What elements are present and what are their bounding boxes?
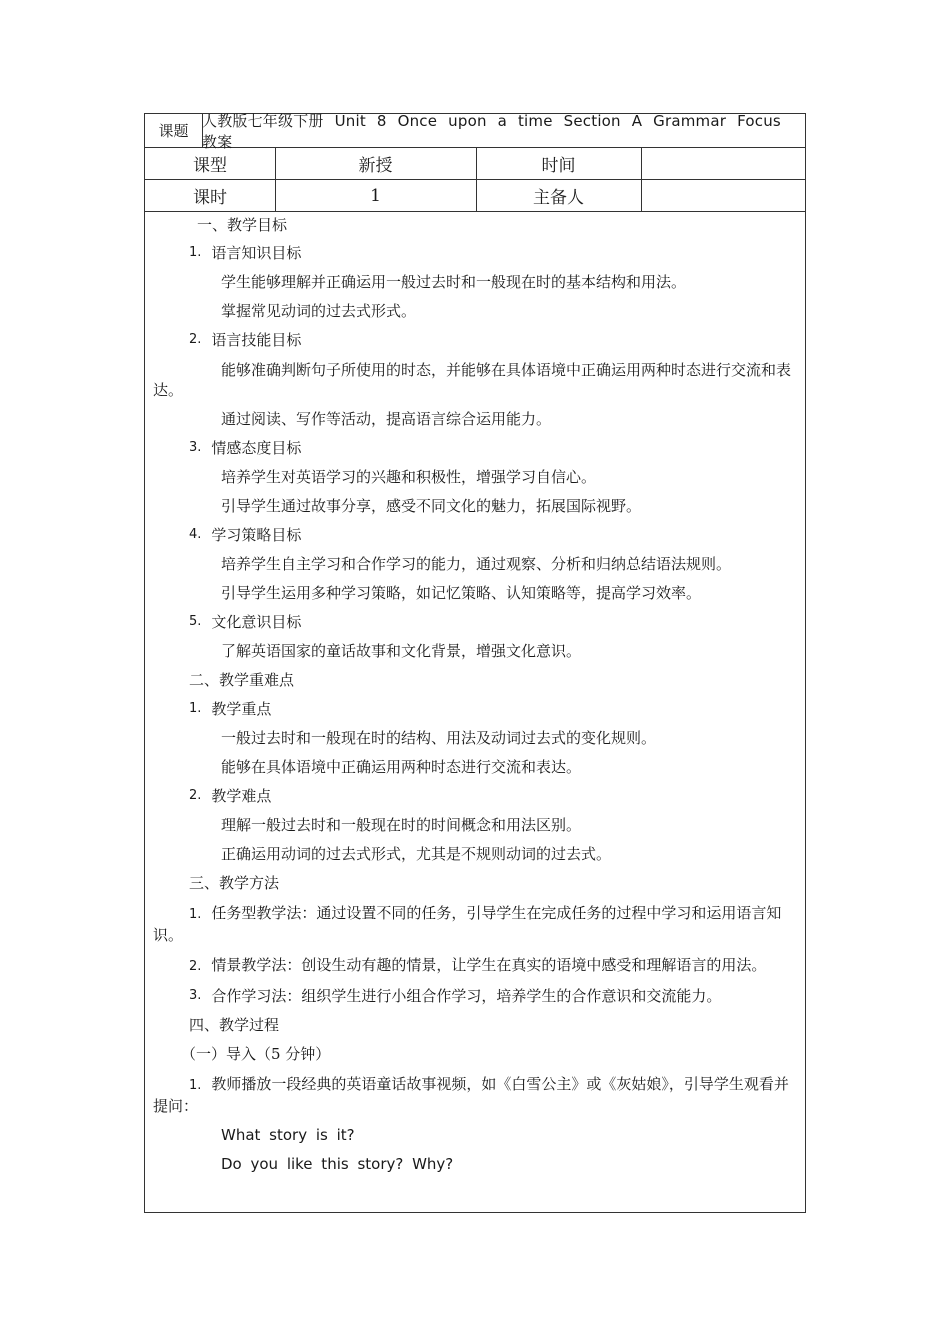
- period-label: 课时: [193, 188, 227, 208]
- topic-label: 课题: [158, 122, 189, 140]
- paragraph: 学生能够理解并正确运用一般过去时和一般现在时的基本结构和用法。: [221, 272, 687, 291]
- section-heading: 二、教学重难点: [189, 670, 295, 689]
- subsection-heading: 5. 文化意识目标: [189, 612, 302, 631]
- paragraph: 理解一般过去时和一般现在时的时间概念和用法区别。: [221, 815, 582, 834]
- paragraph: 了解英语国家的童话故事和文化背景，增强文化意识。: [221, 641, 582, 660]
- subsection-heading: 2. 教学难点: [189, 786, 272, 805]
- subsection-heading: 1. 教学重点: [189, 699, 272, 718]
- paragraph: 2. 情景教学法：创设生动有趣的情景，让学生在真实的语境中感受和理解语言的用法。: [189, 956, 767, 974]
- lesson-content: [153, 212, 797, 1178]
- period-row: [145, 180, 805, 212]
- lesson-plan-table: [144, 113, 806, 1213]
- section-heading: 三、教学方法: [189, 873, 280, 892]
- type-value: 新授: [358, 156, 393, 176]
- preparer-value: [641, 180, 805, 211]
- paragraph: 能够在具体语境中正确运用两种时态进行交流和表达。: [221, 757, 582, 776]
- paragraph: 通过阅读、写作等活动，提高语言综合运用能力。: [221, 409, 552, 428]
- paragraph: 3. 合作学习法：组织学生进行小组合作学习，培养学生的合作意识和交流能力。: [189, 986, 722, 1005]
- paragraph: 培养学生对英语学习的兴趣和积极性，增强学习自信心。: [221, 467, 597, 486]
- question-line: Do you like this story? Why?: [221, 1154, 454, 1173]
- paragraph: 引导学生通过故事分享，感受不同文化的魅力，拓展国际视野。: [221, 496, 642, 515]
- topic-row: [145, 111, 805, 151]
- paragraph: 一般过去时和一般现在时的结构、用法及动词过去式的变化规则。: [221, 728, 657, 747]
- question-line: What story is it?: [221, 1125, 355, 1144]
- paragraph: 1. 任务型教学法：通过设置不同的任务，引导学生在完成任务的过程中学习和运用语言知识。: [153, 904, 782, 944]
- paragraph: 掌握常见动词的过去式形式。: [221, 301, 417, 320]
- type-label: 课型: [193, 156, 227, 176]
- paragraph: 引导学生运用多种学习策略，如记忆策略、认知策略等，提高学习效率。: [221, 583, 702, 602]
- subsection-heading: 4. 学习策略目标: [189, 525, 302, 544]
- paragraph: 能够准确判断句子所使用的时态，并能够在具体语境中正确运用两种时态进行交流和表达。: [153, 361, 792, 399]
- time-label: 时间: [541, 156, 576, 176]
- topic-value: 人教版七年级下册 Unit 8 Once upon a time Section A Grammar Focus 教案: [202, 111, 781, 151]
- type-row: [145, 148, 805, 180]
- subsection-heading: （一）导入（5 分钟）: [181, 1044, 331, 1063]
- subsection-heading: 2. 语言技能目标: [189, 330, 302, 349]
- preparer-label: 主备人: [533, 188, 584, 208]
- paragraph: 1. 教师播放一段经典的英语童话故事视频，如《白雪公主》或《灰姑娘》，引导学生观看并提问：: [153, 1075, 789, 1115]
- subsection-heading: 1. 语言知识目标: [189, 243, 302, 262]
- paragraph: 培养学生自主学习和合作学习的能力，通过观察、分析和归纳总结语法规则。: [221, 554, 732, 573]
- time-value: [641, 148, 805, 179]
- period-value: 1: [370, 185, 381, 206]
- subsection-heading: 3. 情感态度目标: [189, 438, 302, 457]
- section-heading: 一、教学目标: [197, 216, 288, 234]
- paragraph: 正确运用动词的过去式形式，尤其是不规则动词的过去式。: [221, 844, 612, 863]
- section-heading: 四、教学过程: [189, 1015, 280, 1034]
